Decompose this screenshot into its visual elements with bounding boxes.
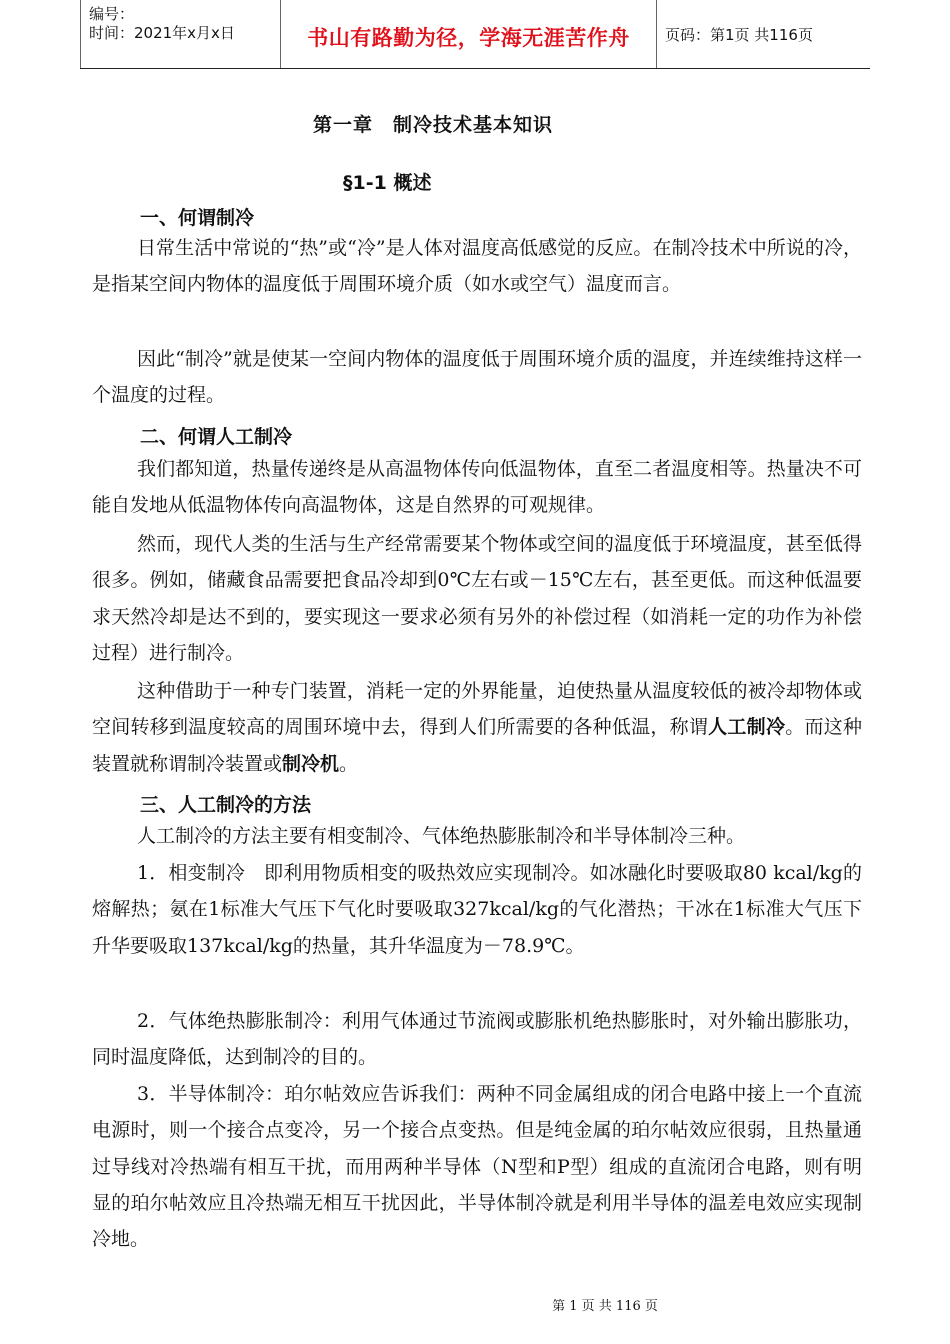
time-label: 时间：2021年x月x日: [89, 24, 235, 42]
paragraph-3: 我们都知道，热量传递终是从高温物体传向低温物体，直至二者温度相等。热量决不可能自发地从低温物体传向高温物体，这是自然界的可观规律。: [92, 458, 862, 517]
page-footer: 第 1 页 共 116 页: [552, 1299, 658, 1314]
heading-what-is-refrigeration: 一、何谓制冷: [140, 207, 255, 229]
section-title: §1-1 概述: [343, 172, 432, 194]
number-label: 编号：: [89, 5, 135, 23]
paragraph-9: 3．半导体制冷：珀尔帖效应告诉我们：两种不同金属组成的闭合电路中接上一个直流电源时，则一个接合点变冷，另一个接合点变热。但是纯金属的珀尔帖效应很弱，且热量通过导线对冷热端有相互干扰，而用两种半导体（N型和P型）组成的直流闭合电路，则有明显的珀尔帖效应且冷热端无相互干扰因此，半导体制冷就是利用半导体的温差电效应实现制冷地。: [92, 1083, 862, 1251]
paragraph-2: 因此“制冷”就是使某一空间内物体的温度低于周围环境介质的温度，并连续维持这样一个温度的过程。: [92, 348, 862, 407]
p5-text-a: 这种借助于一种专门装置，消耗一定的外界能量，迫使热量从温度较低的被冷却物体或空间转移到温度较高的周围环境中去，得到人们所需要的各种低温，称谓: [92, 680, 862, 739]
heading-artificial-refrigeration: 二、何谓人工制冷: [140, 426, 293, 448]
chapter-title: 第一章 制冷技术基本知识: [312, 114, 553, 136]
header-page-cell: [655, 0, 870, 68]
paragraph-5: [92, 673, 862, 782]
paragraph-6: 人工制冷的方法主要有相变制冷、气体绝热膨胀制冷和半导体制冷三种。: [137, 825, 746, 847]
header-meta-cell: [80, 0, 281, 68]
term-refrigerator: 制冷机: [282, 752, 340, 775]
paragraph-1: 日常生活中常说的“热”或“冷”是人体对温度高低感觉的反应。在制冷技术中所说的冷，是指某空间内物体的温度低于周围环境介质（如水或空气）温度而言。: [92, 237, 862, 296]
motto-text: 书山有路勤为径，学海无涯苦作舟: [307, 26, 630, 50]
paragraph-8: 2．气体绝热膨胀制冷：利用气体通过节流阀或膨胀机绝热膨胀时，对外输出膨胀功，同时温度降低，达到制冷的目的。: [92, 1010, 862, 1069]
p5-text-d: 。: [339, 752, 359, 775]
page-info: 页码：第1页 共116页: [665, 26, 813, 44]
paragraph-7: 1．相变制冷 即利用物质相变的吸热效应实现制冷。如冰融化时要吸取80 kcal/kg的熔解热；氨在1标准大气压下气化时要吸取327kcal/kg的气化潜热；干冰在1标准大气压下升华要吸取137kcal/kg的热量，其升华温度为－78.9℃。: [92, 862, 862, 957]
term-artificial-refrigeration: 人工制冷: [708, 716, 786, 739]
p5-text-c: 。而这种装置就称谓制冷装置或: [92, 716, 862, 775]
page-header: [80, 0, 870, 69]
paragraph-4: 然而，现代人类的生活与生产经常需要某个物体或空间的温度低于环境温度，甚至低得很多。例如，储藏食品需要把食品冷却到0℃左右或－15℃左右，甚至更低。而这种低温要求天然冷却是达不到的，要实现这一要求必须有另外的补偿过程（如消耗一定的功作为补偿过程）进行制冷。: [92, 533, 862, 664]
heading-methods: 三、人工制冷的方法: [140, 794, 312, 816]
header-motto-cell: [280, 0, 657, 68]
